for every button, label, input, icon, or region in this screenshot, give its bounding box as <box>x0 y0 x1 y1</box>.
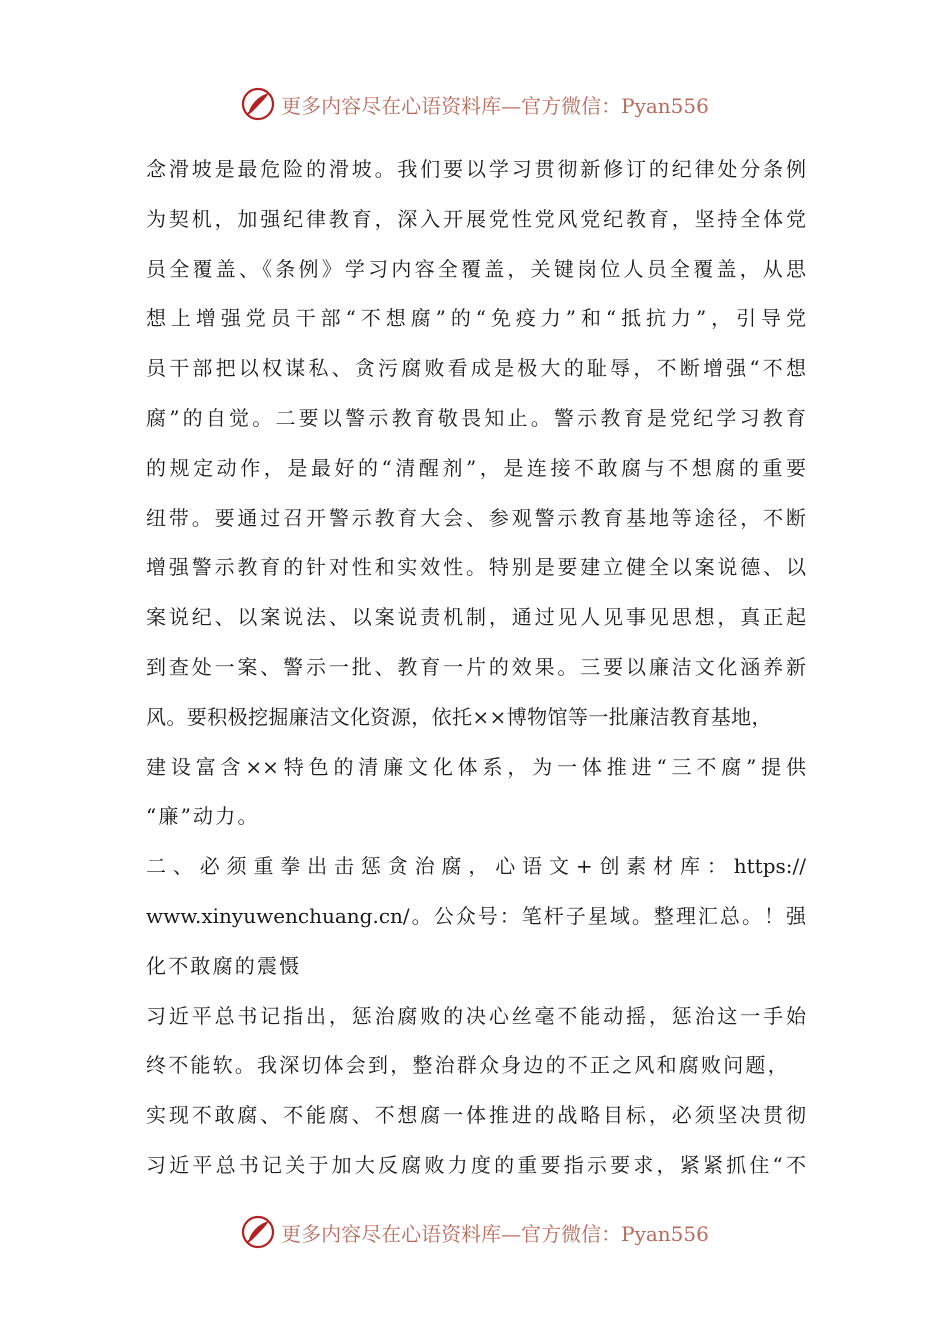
body-line: 实现不敢腐、不能腐、不想腐一体推进的战略目标，必须坚决贯彻 <box>146 1103 806 1128</box>
quill-logo-icon <box>241 1215 275 1249</box>
section-heading-line: 二、必须重拳出击惩贪治腐，心语文+创素材库：https:// <box>146 854 806 879</box>
body-line: 腐”的自觉。二要以警示教育敬畏知止。警示教育是党纪学习教育 <box>146 405 806 430</box>
body-line: 想上增强党员干部“不想腐”的“免疫力”和“抵抗力”，引导党 <box>146 306 806 331</box>
quill-logo-icon <box>241 87 275 121</box>
body-line: 的规定动作，是最好的“清醒剂”，是连接不敢腐与不想腐的重要 <box>146 455 806 480</box>
body-line: “廉”动力。 <box>146 804 260 829</box>
body-line: 员干部把以权谋私、贪污腐败看成是极大的耻辱，不断增强“不想 <box>146 356 806 381</box>
body-line: 习近平总书记指出，惩治腐败的决心丝毫不能动摇，惩治这一手始 <box>146 1003 806 1028</box>
body-line: 案说纪、以案说法、以案说责机制，通过见人见事见思想，真正起 <box>146 605 806 630</box>
body-line: 习近平总书记关于加大反腐败力度的重要指示要求，紧紧抓住“不 <box>146 1152 806 1177</box>
body-line: 员全覆盖、《条例》学习内容全覆盖，关键岗位人员全覆盖，从思 <box>146 256 806 281</box>
section-heading-line: 化不敢腐的震慑 <box>146 953 302 978</box>
header-banner-text: 更多内容尽在心语资料库—官方微信：Pyan556 <box>281 93 709 118</box>
body-line: 纽带。要通过召开警示教育大会、参观警示教育基地等途径，不断 <box>146 505 806 530</box>
footer-banner <box>0 1212 950 1252</box>
body-line: 建设富含××特色的清廉文化体系，为一体推进“三不腐”提供 <box>146 754 806 779</box>
body-line: 增强警示教育的针对性和实效性。特别是要建立健全以案说德、以 <box>146 555 806 580</box>
document-body <box>146 145 806 1191</box>
body-line: 念滑坡是最危险的滑坡。我们要以学习贯彻新修订的纪律处分条例 <box>146 157 806 181</box>
body-line: 终不能软。我深切体会到，整治群众身边的不正之风和腐败问题， <box>146 1053 790 1078</box>
section-heading-line: www.xinyuwenchuang.cn/。公众号：笔杆子星域。整理汇总。！强 <box>146 903 806 928</box>
header-banner <box>0 84 950 124</box>
footer-banner-text: 更多内容尽在心语资料库—官方微信：Pyan556 <box>281 1221 709 1246</box>
body-line: 到查处一案、警示一批、教育一片的效果。三要以廉洁文化涵养新 <box>146 654 806 679</box>
body-line: 风。要积极挖掘廉洁文化资源，依托××博物馆等一批廉洁教育基地， <box>146 704 772 729</box>
body-line: 为契机，加强纪律教育，深入开展党性党风党纪教育，坚持全体党 <box>146 206 806 231</box>
